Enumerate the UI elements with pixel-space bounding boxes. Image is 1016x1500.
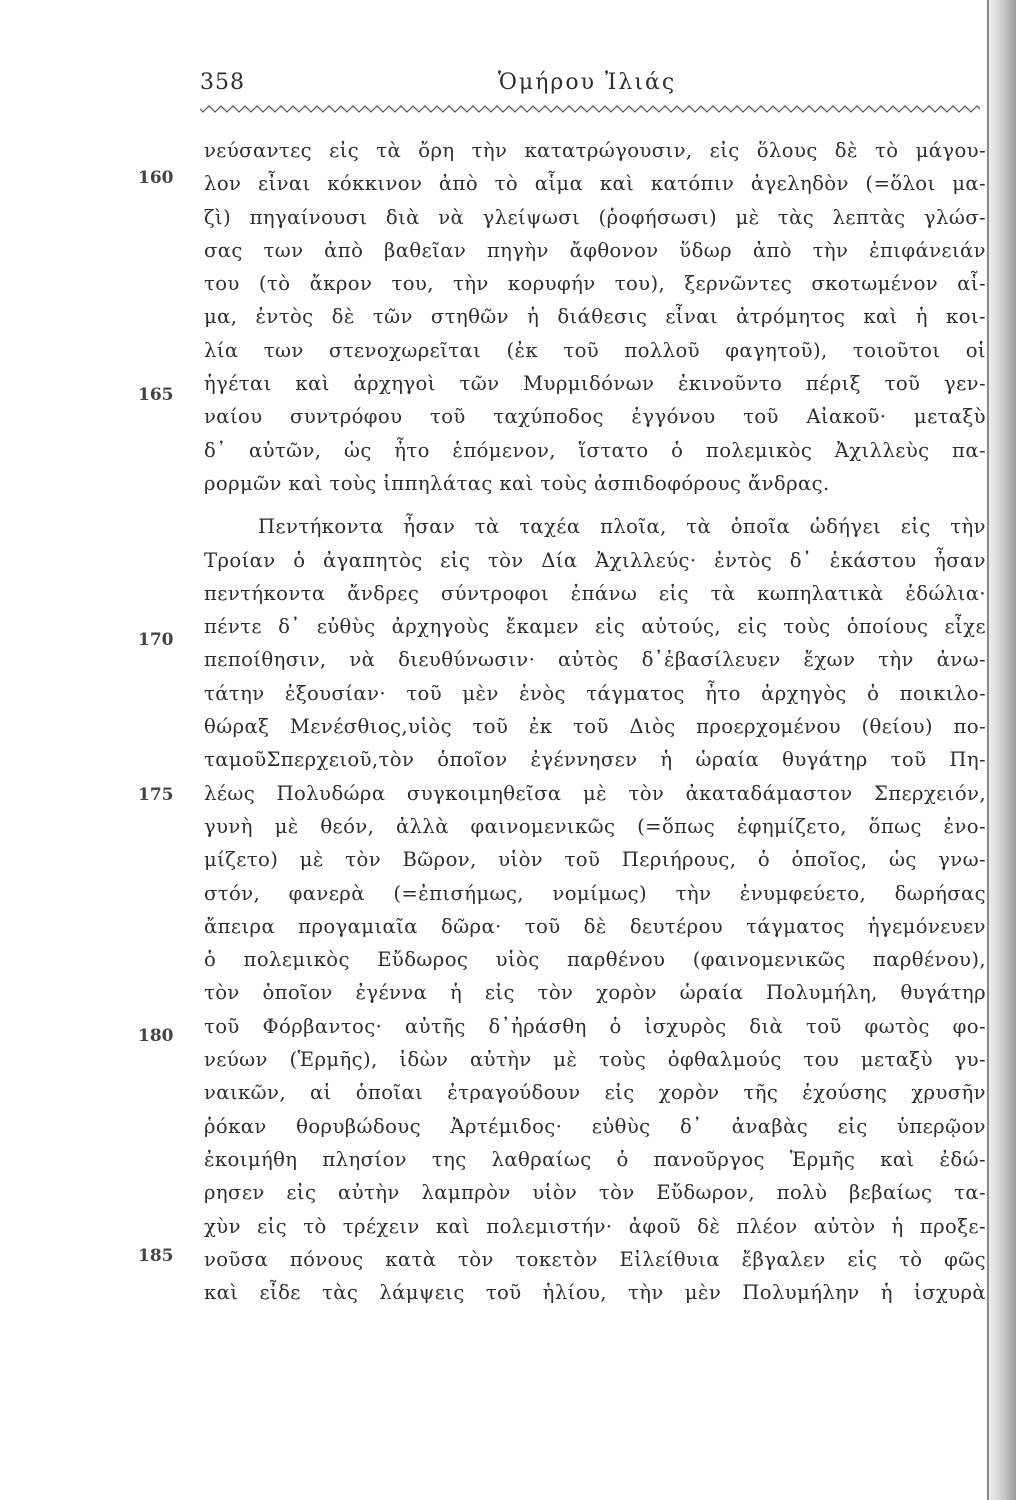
running-title: Ὁμήρου Ἰλιάς (498, 70, 677, 95)
text-line: νοῦσα πόνους κατὰ τὸν τοκετὸν Εἰλείθυια ἔβγαλεν εἰς τὸ φῶς (204, 1247, 986, 1271)
paragraph-1 (204, 134, 986, 500)
line-number-185: 185 (138, 1246, 174, 1266)
paragraph-2 (204, 510, 986, 1309)
body-text (204, 134, 986, 1309)
text-line: χὺν εἰς τὸ τρέχειν καὶ πολεμιστήν· ἀφοῦ δὲ πλέον αὐτὸν ἡ προξε- (204, 1214, 986, 1238)
text-line: νεύσαντες εἰς τὰ ὄρη τὴν κατατρώγουσιν, εἰς ὅλους δὲ τὸ μάγου- (204, 139, 986, 162)
text-line: τὸν ὁποῖον ἐγέννα ἡ εἰς τὸν χορὸν ὡραία Πολυμήλη, θυγάτηρ (204, 981, 986, 1005)
text-line: μίζετο) μὲ τὸν Βῶρον, υἱὸν τοῦ Περιήρους, ὁ ὁποῖος, ὡς γνω- (204, 848, 986, 872)
text-line: ῥόκαν θορυβώδους Ἀρτέμιδος· εὐθὺς δ᾽ ἀναβὰς εἰς ὑπερῷον (204, 1114, 986, 1138)
text-line: ζὶ) πηγαίνουσι διὰ νὰ γλείψωσι (ῥοφήσωσι) μὲ τὰς λεπτὰς γλώσ- (204, 205, 986, 229)
text-line: λον εἶναι κόκκινον ἀπὸ τὸ αἷμα καὶ κατόπιν ἀγεληδὸν (=ὅλοι μα- (204, 172, 986, 196)
page-number: 358 (200, 70, 245, 95)
text-line: θώραξ Μενέσθιος,υἱὸς τοῦ ἐκ τοῦ Διὸς προερχομένου (θείου) πο- (204, 715, 986, 739)
text-line: στόν, φανερὰ (=ἐπισήμως, νομίμως) τὴν ἐνυμφεύετο, δωρήσας (204, 881, 986, 905)
text-line: λέως Πολυδώρα συγκοιμηθεῖσα μὲ τὸν ἀκαταδάμαστον Σπερχειόν, (204, 781, 986, 805)
text-line: Τροίαν ὁ ἀγαπητὸς εἰς τὸν Δία Ἀχιλλεύς· ἐντὸς δ᾽ ἑκάστου ἦσαν (204, 548, 986, 572)
text-line: Πεντήκοντα ἦσαν τὰ ταχέα πλοῖα, τὰ ὁποῖα ὡδήγει εἰς τὴν (258, 515, 986, 539)
text-line: πεποίθησιν, νὰ διευθύνωσιν· αὐτὸς δ᾽ἐβασίλευεν ἔχων τὴν ἀνω- (204, 648, 986, 672)
line-number-170: 170 (138, 630, 174, 650)
text-line: πεντήκοντα ἄνδρες σύντροφοι ἐπάνω εἰς τὰ κωπηλατικὰ ἑδώλια· (204, 581, 986, 605)
text-line: ταμοῦΣπερχειοῦ,τὸν ὁποῖον ἐγέννησεν ἡ ὡραία θυγάτηρ τοῦ Πη- (204, 748, 986, 772)
text-line: πέντε δ᾽ εὐθὺς ἀρχηγοὺς ἔκαμεν εἰς αὐτούς, εἰς τοὺς ὁποίους εἶχε (204, 615, 986, 639)
text-line: τοῦ Φόρβαντος· αὐτῆς δ᾽ἠράσθη ὁ ἰσχυρὸς διὰ τοῦ φωτὸς φο- (204, 1014, 986, 1038)
line-number-175: 175 (138, 785, 174, 805)
text-line: ρησεν εἰς αὐτὴν λαμπρὸν υἱὸν τὸν Εὔδωρον, πολὺ βεβαίως τα- (204, 1181, 986, 1205)
text-line: σας των ἀπὸ βαθεῖαν πηγὴν ἄφθονον ὕδωρ ἀπὸ τὴν ἐπιφάνειάν (204, 238, 986, 262)
text-line: νεύων (Ἑρμῆς), ἰδὼν αὐτὴν μὲ τοὺς ὀφθαλμούς του μεταξὺ γυ- (204, 1048, 986, 1072)
text-line: γυνὴ μὲ θεόν, ἀλλὰ φαινομενικῶς (=ὅπως ἐφημίζετο, ὅπως ἐνο- (204, 814, 986, 838)
header-wavy-rule (200, 104, 980, 114)
text-line: τάτην ἐξουσίαν· τοῦ μὲν ἑνὸς τάγματος ἦτο ἀρχηγὸς ὁ ποικιλο- (204, 681, 986, 705)
paragraph-gap (204, 500, 986, 510)
text-line: ἡγέται καὶ ἀρχηγοὶ τῶν Μυρμιδόνων ἐκινοῦντο πέριξ τοῦ γεν- (204, 372, 986, 396)
text-line: ναίου συντρόφου τοῦ ταχύποδος ἐγγόνου τοῦ Αἰακοῦ· μεταξὺ (204, 405, 986, 429)
line-number-180: 180 (138, 1026, 174, 1046)
text-line: ρορμῶν καὶ τοὺς ἱππηλάτας καὶ τοὺς ἀσπιδοφόρους ἄνδρας. (204, 471, 830, 495)
text-line: του (τὸ ἄκρον του, τὴν κορυφήν του), ξερνῶντες σκοτωμένον αἷ- (204, 272, 986, 296)
text-line: μα, ἐντὸς δὲ τῶν στηθῶν ἡ διάθεσις εἶναι ἀτρόμητος καὶ ἡ κοι- (204, 305, 986, 329)
page-edge-shadow (986, 0, 1016, 1500)
text-line: ὁ πολεμικὸς Εὔδωρος υἱὸς παρθένου (φαινομενικῶς παρθένου), (204, 948, 986, 972)
line-number-165: 165 (138, 385, 174, 405)
text-line: λία των στενοχωρεῖται (ἐκ τοῦ πολλοῦ φαγητοῦ), τοιοῦτοι οἱ (204, 338, 986, 362)
text-line: ἄπειρα προγαμιαῖα δῶρα· τοῦ δὲ δευτέρου τάγματος ἡγεμόνευεν (204, 914, 986, 938)
line-number-160: 160 (138, 168, 174, 188)
text-line: ἐκοιμήθη πλησίον της λαθραίως ὁ πανοῦργος Ἑρμῆς καὶ ἐδώ- (204, 1147, 986, 1171)
text-line: δ᾽ αὐτῶν, ὡς ἦτο ἑπόμενον, ἵστατο ὁ πολεμικὸς Ἀχιλλεὺς πα- (204, 438, 986, 462)
page-edge-line (987, 0, 989, 1500)
text-line: ναικῶν, αἱ ὁποῖαι ἐτραγούδουν εἰς χορὸν τῆς ἐχούσης χρυσῆν (204, 1081, 986, 1105)
text-line: καὶ εἶδε τὰς λάμψεις τοῦ ἡλίου, τὴν μὲν Πολυμήλην ἡ ἰσχυρὰ (204, 1281, 986, 1305)
